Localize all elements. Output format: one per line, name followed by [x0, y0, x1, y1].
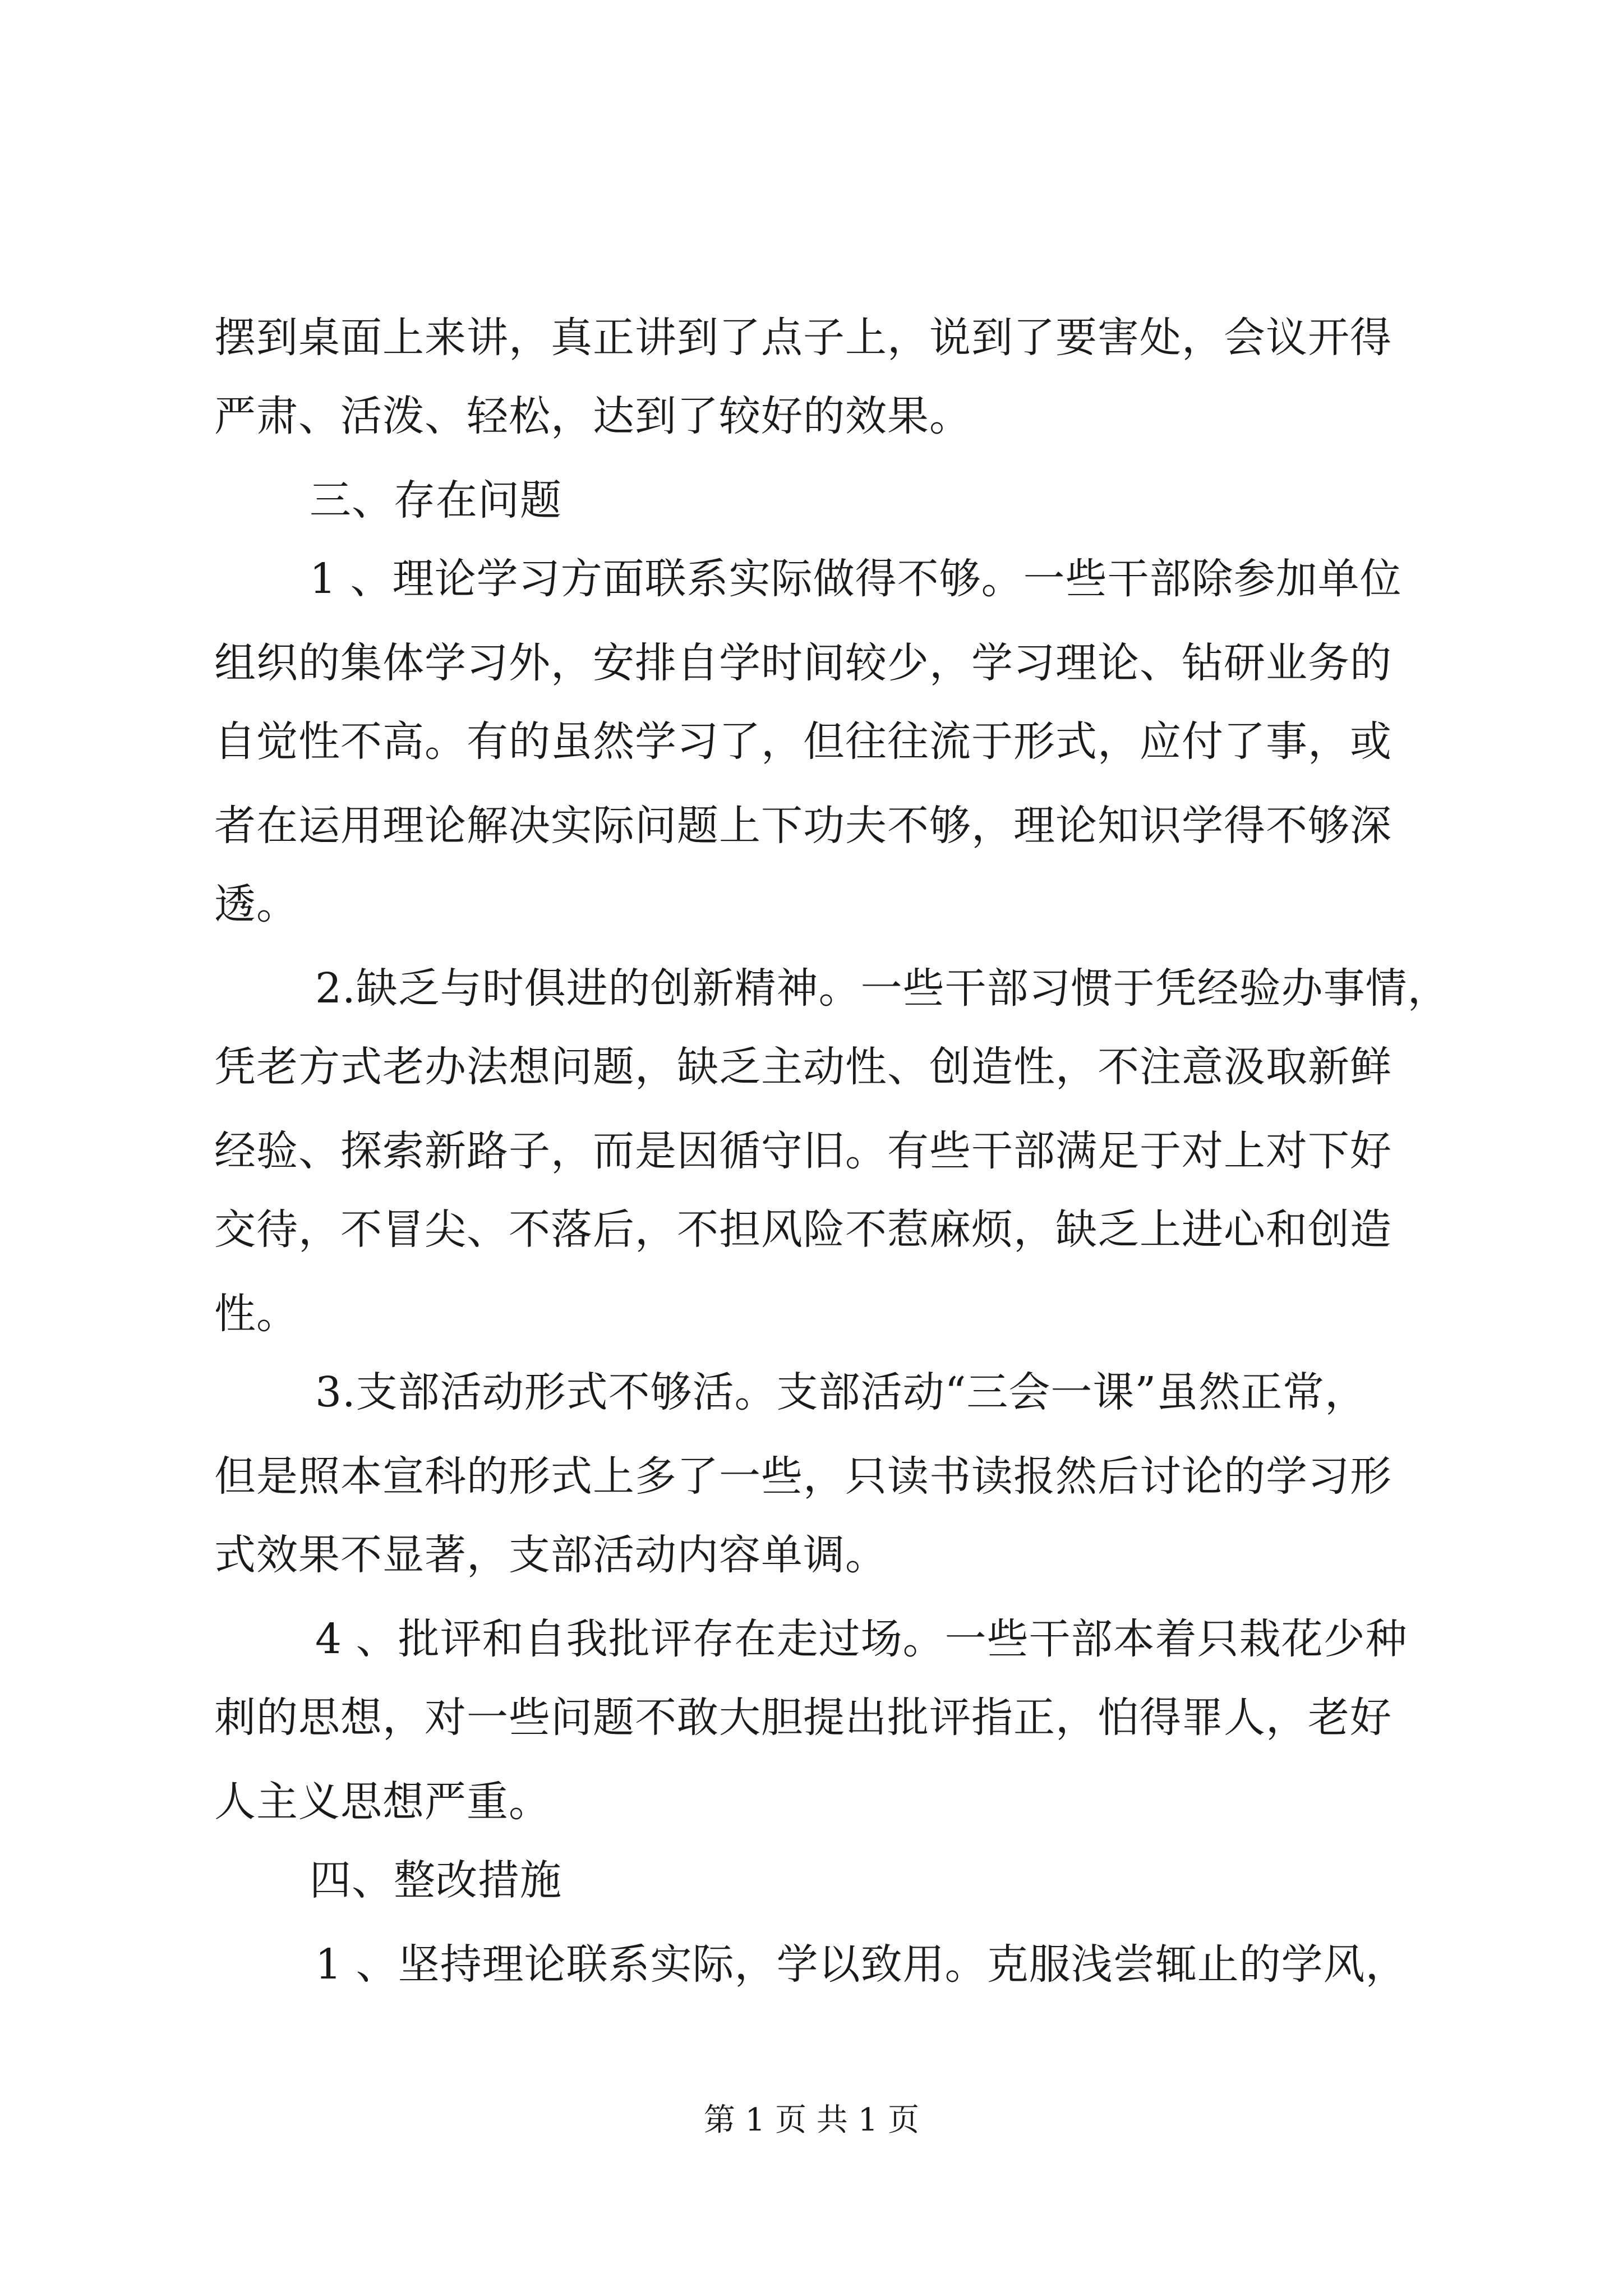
body-line-7: 者在运用理论解决实际问题上下功夫不够，理论知识学得不够深 [214, 802, 1392, 850]
page-number: 第 1 页 共 1 页 [703, 2102, 920, 2138]
body-line-11: 经验、探索新路子，而是因循守旧。有些干部满足于对上对下好 [214, 1127, 1392, 1175]
body-line-12: 交待，不冒尖、不落后，不担风险不惹麻烦，缺乏上进心和创造 [214, 1205, 1392, 1254]
body-line-1: 摆到桌面上来讲，真正讲到了点子上，说到了要害处，会议开得 [214, 314, 1392, 362]
body-line-13: 性。 [214, 1290, 298, 1338]
body-line-9: 2.缺乏与时俱进的创新精神。一些干部习惯于凭经验办事情， [315, 964, 1450, 1013]
body-line-15: 但是照本宣科的形式上多了一些，只读书读报然后讨论的学习形 [214, 1452, 1392, 1501]
section-heading-measures: 四、整改措施 [310, 1856, 562, 1904]
body-line-17: 4 、批评和自我批评存在走过场。一些干部本着只栽花少种 [315, 1615, 1408, 1663]
body-line-14: 3.支部活动形式不够活。支部活动“三会一课”虽然正常， [315, 1368, 1367, 1416]
body-line-19: 人主义思想严重。 [214, 1778, 551, 1826]
body-line-18: 刺的思想，对一些问题不敢大胆提出批评指正，怕得罪人，老好 [214, 1694, 1392, 1742]
body-line-5: 组织的集体学习外，安排自学时间较少，学习理论、钻研业务的 [214, 639, 1392, 687]
body-line-21: 1 、坚持理论联系实际，学以致用。克服浅尝辄止的学风， [315, 1940, 1408, 1989]
section-heading-problems: 三、存在问题 [310, 476, 562, 524]
body-line-4: 1 、理论学习方面联系实际做得不够。一些干部除参加单位 [310, 555, 1402, 603]
body-line-8: 透。 [214, 880, 298, 928]
body-line-16: 式效果不显著，支部活动内容单调。 [214, 1531, 887, 1579]
body-line-6: 自觉性不高。有的虽然学习了，但往往流于形式，应付了事，或 [214, 717, 1392, 766]
page-footer [0, 2098, 1623, 2143]
body-line-10: 凭老方式老办法想问题，缺乏主动性、创造性，不注意汲取新鲜 [214, 1043, 1392, 1091]
body-line-2: 严肃、活泼、轻松，达到了较好的效果。 [214, 392, 971, 440]
